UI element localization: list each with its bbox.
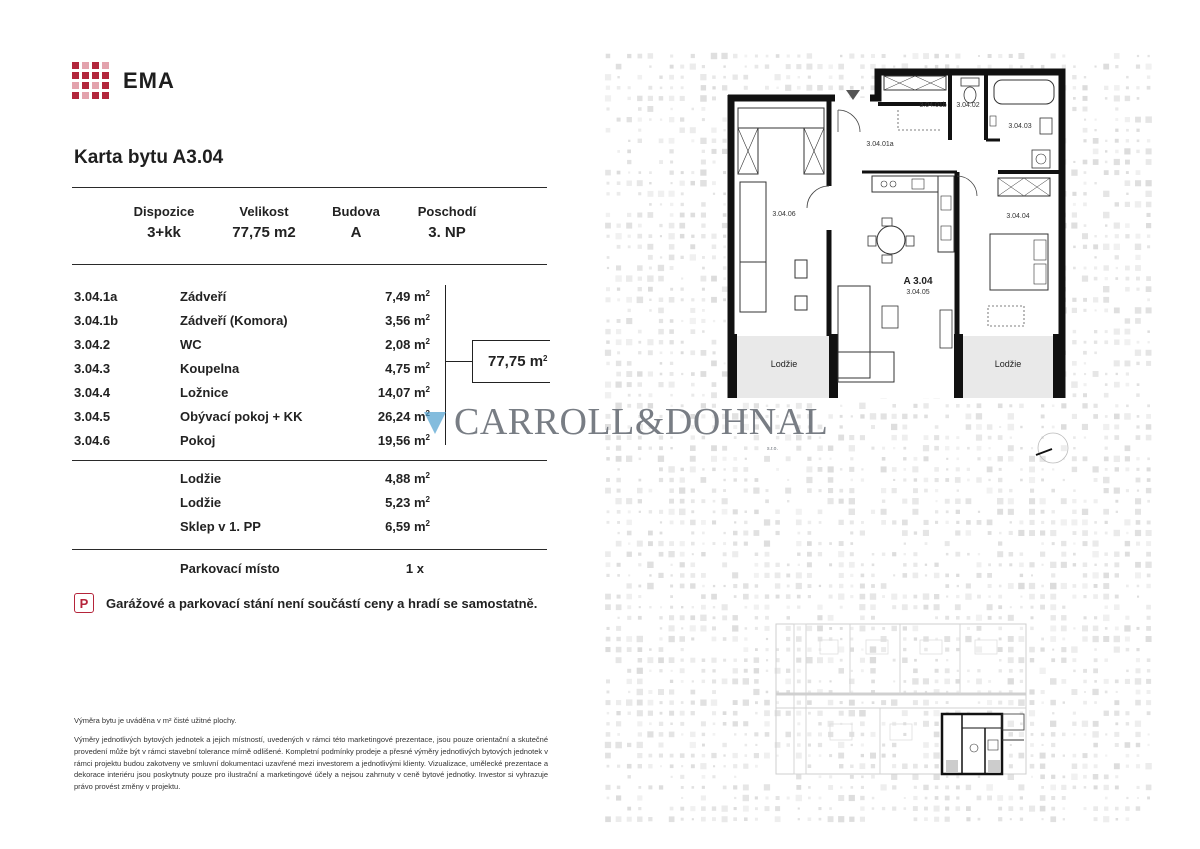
extra-row: Lodžie 4,88 $m^2$ bbox=[180, 470, 430, 486]
room-label: Lodžie bbox=[770, 359, 798, 369]
room-label: 3.04.05 bbox=[906, 289, 930, 296]
room-label: 3.04.06 bbox=[772, 211, 796, 218]
room-label: 3.04.01a bbox=[866, 141, 894, 148]
compass-icon bbox=[1036, 433, 1068, 463]
room-row: 3.04.5 Obývací pokoj + KK 26,24 m bbox=[74, 408, 426, 424]
room-label: 3.04.02 bbox=[956, 102, 980, 109]
wall bbox=[829, 334, 838, 398]
room-label: 3.04.01b bbox=[919, 102, 947, 109]
room-label: 3.04.04 bbox=[1006, 213, 1030, 220]
key-plan bbox=[776, 624, 1026, 774]
room-row: 3.04.1b Zádveří (Komora) 3,56 $m^2$ bbox=[74, 312, 430, 328]
room-label: 3.04.03 bbox=[1008, 123, 1032, 130]
watermark: CARROLL&DOHNAL bbox=[454, 401, 829, 443]
footnote-area: Výměra bytu je uváděna v m² čisté užitné plochy. bbox=[74, 716, 237, 725]
brand-name: EMA bbox=[123, 67, 175, 93]
apartment-plan bbox=[728, 72, 1062, 398]
parking-icon: P bbox=[74, 593, 94, 613]
page-title: Karta bytu A3.04 bbox=[74, 147, 224, 168]
wall bbox=[954, 334, 963, 398]
parking-note-text: Garážové a parkovací stání není součástí ceny a hradí se samostatně. bbox=[106, 595, 538, 611]
wall bbox=[728, 334, 737, 398]
watermark-logo-icon bbox=[420, 406, 450, 436]
room-row: 3.04.6 Pokoj 19,56 $m^2$ bbox=[74, 432, 430, 448]
total-area: 77,75 $m^2$ bbox=[488, 353, 548, 370]
room-row: 3.04.2 WC 2,08 $m^2$ bbox=[74, 336, 430, 352]
parking-row: Parkovací místo 1 x bbox=[180, 560, 424, 576]
wall bbox=[1053, 334, 1062, 398]
watermark-sub: s.r.o. bbox=[767, 446, 778, 452]
unit-label: A 3.04 bbox=[903, 276, 933, 287]
room-row: 3.04.3 Koupelna 4,75 $m^2$ bbox=[74, 360, 430, 376]
room-row: 3.04.4 Ložnice 14,07 $m^2$ bbox=[74, 384, 430, 400]
spec-disposition: Dispozice 3+kk bbox=[133, 204, 195, 241]
room-row: 3.04.1a Zádveří 7,49 $m^2$ bbox=[74, 288, 430, 304]
extra-row: Sklep v 1. PP 6,59 $m^2$ bbox=[180, 518, 430, 534]
footnote-disclaimer: Výměry jednotlivých bytových jednotek a jejich místností, uvedených v rámci této marketingové prezentace, jsou pouze orientační a skutečné provedení může být v rámci stavební tolerance mírně odlišené. Kompletní podmínky prodeje a přesné výměry jednotlivých bytových jednotek v rámci projektu budou zakotveny ve smluvní dokumentaci uzavřené mezi investorem a jednotlivými klienty. Vizualizace, umělecké prezentace a dekorace interiéru jsou poskytnuty pouze pro ilustrační a marketingové účely a nejsou zahrnuty v ceně bytové jednotky. Investor si vyhrazuje právo provést změny v projektu. bbox=[74, 735, 548, 792]
spec-size: Velikost 77,75 m2 bbox=[232, 204, 296, 241]
spec-building: Budova A bbox=[332, 204, 380, 241]
spec-floor: Poschodí 3. NP bbox=[417, 204, 477, 241]
room-label: Lodžie bbox=[994, 359, 1022, 369]
extra-row: Lodžie 5,23 $m^2$ bbox=[180, 494, 430, 510]
